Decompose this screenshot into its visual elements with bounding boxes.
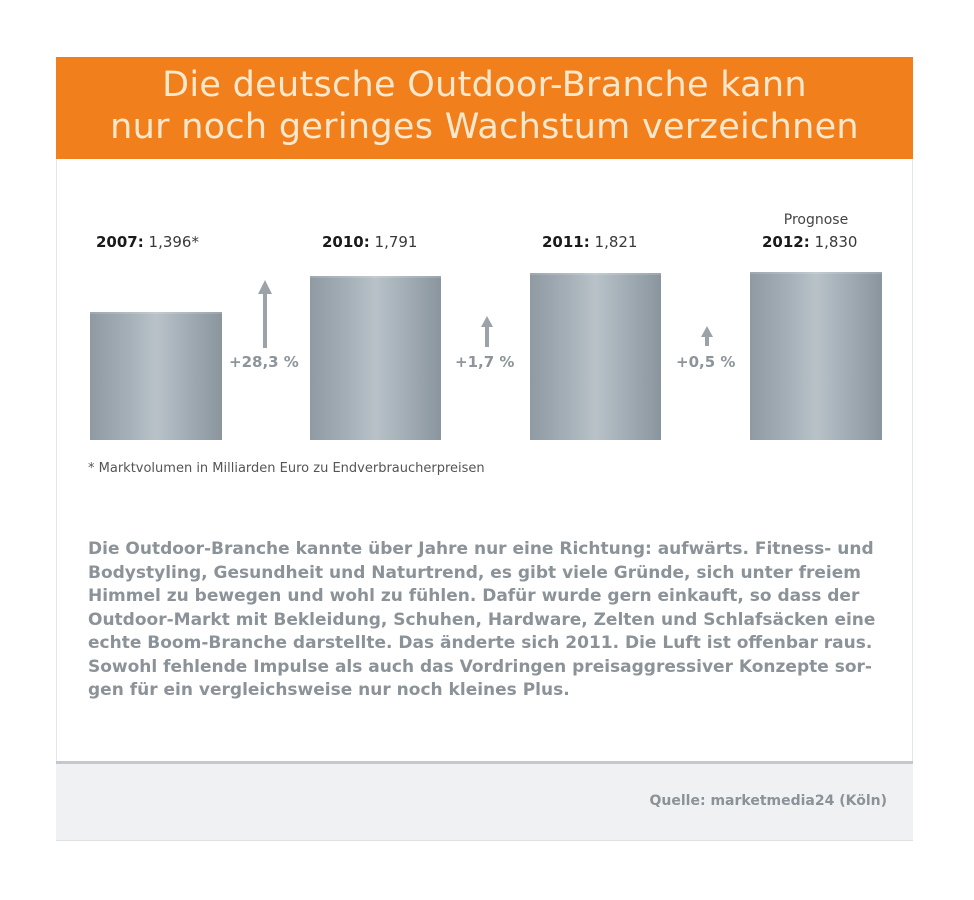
body-line: Die Outdoor-Branche kannte über Jahre nur eine Richtung: aufwärts. Fitness- und — [88, 539, 874, 559]
bar-value: 1,791 — [374, 233, 418, 251]
prognose-label: Prognose — [783, 212, 849, 228]
title-line-2: nur noch geringes Wachstum verzeichnen — [110, 107, 859, 147]
title-line-1: Die deutsche Outdoor-Branche kann — [162, 65, 807, 105]
arrow-up-icon — [485, 325, 489, 347]
growth-label-3: +0,5 % — [676, 353, 736, 371]
arrow-up-icon — [705, 335, 709, 346]
body-line: gen für ein vergleichsweise nur noch kleines Plus. — [88, 680, 570, 700]
bar-year: 2012: — [762, 233, 810, 251]
body-line: Outdoor-Markt mit Bekleidung, Schuhen, Hardware, Zelten und Schlafsäcken eine — [88, 609, 876, 630]
footnote: * Marktvolumen in Milliarden Euro zu Endverbraucherpreisen — [88, 461, 485, 476]
infographic-panel — [56, 57, 913, 840]
body-line: Sowohl fehlende Impulse als auch das Vordringen preisaggressiver Konzepte sor- — [88, 656, 872, 677]
bar-label-2007 — [96, 233, 199, 251]
bar-2007 — [90, 312, 222, 440]
bar-label-2010 — [322, 233, 417, 251]
source-label: Quelle: marketmedia24 (Köln) — [649, 793, 887, 809]
body-paragraph — [88, 538, 888, 703]
body-line: Himmel zu bewegen und wohl zu fühlen. Dafür wurde gern einkauft, so dass der — [88, 586, 860, 606]
bar-2012 — [750, 272, 882, 440]
bar-year: 2007: — [96, 233, 144, 251]
bar-value: 1,821 — [594, 233, 638, 251]
bar-year: 2011: — [542, 233, 590, 251]
arrow-up-icon — [263, 292, 267, 348]
bar-value: 1,396* — [148, 233, 199, 251]
title-banner — [56, 57, 913, 159]
growth-label-1: +28,3 % — [229, 353, 299, 371]
body-line: echte Boom-Branche darstellte. Das änderte sich 2011. Die Luft ist offenbar raus. — [88, 633, 873, 653]
source-footer — [56, 764, 913, 841]
bar-value: 1,830 — [814, 233, 858, 251]
bar-year: 2010: — [322, 233, 370, 251]
bar-label-2011 — [542, 233, 637, 251]
body-line: Bodystyling, Gesundheit und Naturtrend, es gibt viele Gründe, sich unter freiem — [88, 562, 861, 583]
bar-2011 — [530, 273, 661, 440]
bar-2010 — [310, 276, 441, 440]
bar-label-2012 — [762, 233, 857, 251]
growth-label-2: +1,7 % — [455, 353, 515, 371]
